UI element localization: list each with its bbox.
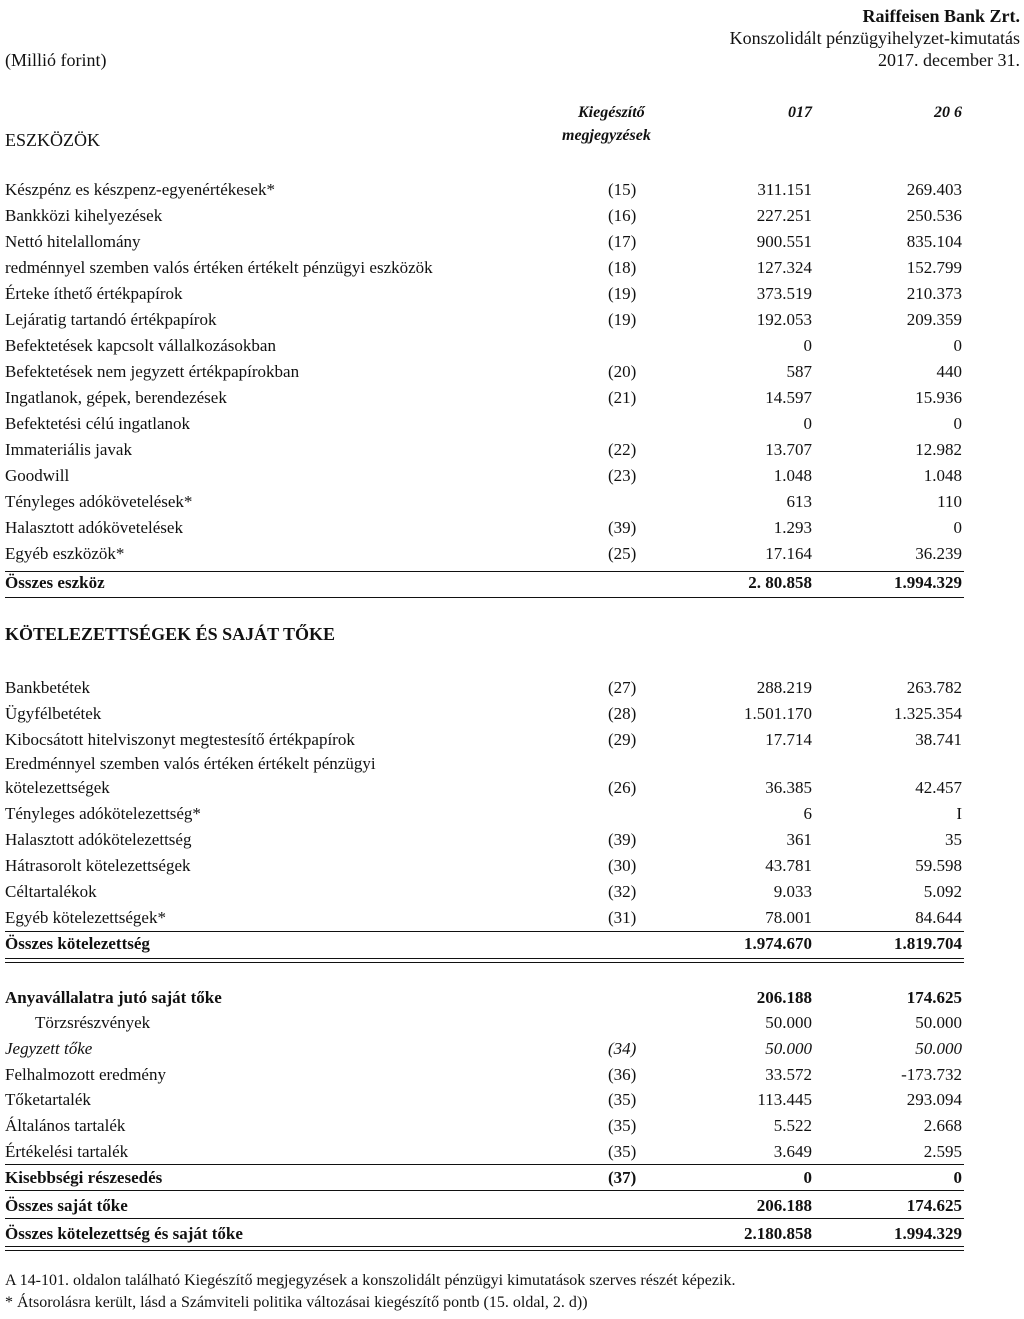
row-note: (39) (608, 830, 637, 849)
row-label: Befektetések kapcsolt vállalkozásokban (5, 336, 276, 355)
footer-note: A 14-101. oldalon található Kiegészítő megjegyzések a konszolidált pénzügyi kimutatások szerves részét képezik. (5, 1272, 736, 1289)
table-row (0, 882, 1024, 904)
row-value-2017: 14.597 (765, 388, 812, 407)
row-label: Bankközi kihelyezések (5, 206, 163, 225)
row-note: (35) (608, 1142, 637, 1161)
table-row (0, 1065, 1024, 1087)
row-value-2017: 361 (786, 830, 812, 849)
row-note: (23) (608, 466, 637, 485)
row-note: (37) (608, 1168, 637, 1187)
row-value-2017: 13.707 (765, 440, 812, 459)
table-row (0, 1168, 1024, 1190)
assets-section-title: ESZKÖZÖK (5, 130, 100, 150)
year2-header: 20 6 (934, 104, 962, 121)
row-label: Tényleges adókötelezettség* (5, 804, 201, 823)
row-value-2016: -173.732 (901, 1065, 962, 1084)
row-value-2017: 43.781 (765, 856, 812, 875)
row-note: (17) (608, 232, 637, 251)
row-note: (16) (608, 206, 637, 225)
footer-footnote: * Átsorolásra került, lásd a Számviteli politika változásai kiegészítő pontb (15. oldal, 2. d)) (5, 1294, 588, 1311)
row-value-2016: 0 (953, 336, 962, 355)
row-value-2016: 110 (937, 492, 962, 511)
liabilities-divider (5, 931, 964, 932)
row-value-2016: 293.094 (906, 1090, 962, 1109)
row-label: Készpénz es készpenz-egyenértékesek* (5, 180, 275, 199)
unit-label: (Millió forint) (5, 50, 107, 70)
row-value-2016: 209.359 (906, 310, 962, 329)
row-label: Összes eszköz (5, 573, 105, 592)
liabilities-total-double-line (5, 958, 964, 963)
row-value-2017: 373.519 (756, 284, 812, 303)
row-note: (39) (608, 518, 637, 537)
row-note: (21) (608, 388, 637, 407)
table-row (0, 1116, 1024, 1138)
row-value-2017: 1.501.170 (744, 704, 812, 723)
row-value-2017: 3.649 (773, 1142, 812, 1161)
row-note: (20) (608, 362, 637, 381)
notes-header-line2: megjegyzések (562, 127, 651, 144)
row-note: (32) (608, 882, 637, 901)
row-value-2016: 12.982 (915, 440, 962, 459)
row-value-2016: 269.403 (906, 180, 962, 199)
row-value-2017: 36.385 (765, 778, 812, 797)
row-value-2016: 84.644 (915, 908, 962, 927)
row-value-2016: 50.000 (915, 1039, 962, 1058)
row-label: Kisebbségi részesedés (5, 1168, 163, 1187)
row-value-2017: 50.000 (765, 1013, 812, 1032)
row-note: (31) (608, 908, 637, 927)
row-note: (27) (608, 678, 637, 697)
row-value-2017: 1.974.670 (744, 934, 812, 953)
row-note: (34) (608, 1039, 637, 1058)
row-value-2016: 250.536 (906, 206, 962, 225)
row-value-2016: 174.625 (906, 988, 962, 1007)
row-label: Anyavállalatra jutó saját tőke (5, 988, 222, 1007)
row-label: Halasztott adókövetelések (5, 518, 183, 537)
row-note: (15) (608, 180, 637, 199)
table-row (0, 908, 1024, 930)
row-note: (25) (608, 544, 637, 563)
table-row (0, 180, 1024, 202)
row-label: Jegyzett tőke (5, 1039, 93, 1058)
row-label: Értékelési tartalék (5, 1142, 129, 1161)
row-value-2017: 17.714 (765, 730, 812, 749)
table-row (0, 856, 1024, 878)
table-row (0, 1039, 1024, 1061)
table-row (0, 1224, 1024, 1246)
row-value-2016: 174.625 (906, 1196, 962, 1215)
row-label: Általános tartalék (5, 1116, 126, 1135)
row-label: Ügyfélbetétek (5, 704, 102, 723)
row-value-2017: 1.293 (773, 518, 812, 537)
row-note: (35) (608, 1090, 637, 1109)
liabilities-total-row (0, 934, 1024, 956)
row-note: (19) (608, 284, 637, 303)
table-row (0, 258, 1024, 280)
row-note: (36) (608, 1065, 637, 1084)
row-value-2017: 33.572 (765, 1065, 812, 1084)
equity-divider-3 (5, 1218, 964, 1219)
table-row (0, 336, 1024, 358)
row-label: Befektetési célú ingatlanok (5, 414, 191, 433)
row-label: Kibocsátott hitelviszonyt megtestesítő értékpapírok (5, 730, 355, 749)
row-value-2016: 263.782 (906, 678, 962, 697)
row-value-2016: 59.598 (915, 856, 962, 875)
table-row (0, 704, 1024, 726)
row-note: (30) (608, 856, 637, 875)
row-label: Nettó hitelallomány (5, 232, 141, 251)
row-value-2017: 1.048 (773, 466, 812, 485)
row-value-2017: 5.522 (773, 1116, 812, 1135)
row-note: (22) (608, 440, 637, 459)
row-value-2017: 113.445 (757, 1090, 812, 1109)
table-row (0, 988, 1024, 1010)
table-row (0, 1142, 1024, 1164)
row-value-2016: 42.457 (915, 778, 962, 797)
bank-name: Raiffeisen Bank Zrt. (862, 6, 1020, 26)
table-row (0, 206, 1024, 228)
row-label: Bankbetétek (5, 678, 90, 697)
row-value-2016: I (956, 804, 962, 823)
row-value-2016: 835.104 (906, 232, 962, 251)
row-label: Goodwill (5, 466, 70, 485)
row-label: Tőketartalék (5, 1090, 91, 1109)
row-value-2017: 17.164 (765, 544, 812, 563)
row-note: (19) (608, 310, 637, 329)
row-label: Összes saját tőke (5, 1196, 128, 1215)
row-value-2016: 1.994.329 (894, 573, 962, 592)
row-value-2016: 0 (953, 414, 962, 433)
statement-date: 2017. december 31. (878, 50, 1020, 70)
table-row (0, 778, 1024, 800)
row-value-2016: 5.092 (923, 882, 962, 901)
assets-divider (5, 571, 964, 572)
row-label: Immateriális javak (5, 440, 132, 459)
row-label: Lejáratig tartandó értékpapírok (5, 310, 217, 329)
row-value-2016: 1.994.329 (894, 1224, 962, 1243)
row-value-2017: 2. 80.858 (748, 573, 812, 592)
row-note: (28) (608, 704, 637, 723)
row-value-2016: 1.048 (923, 466, 962, 485)
row-label: Egyéb kötelezettségek* (5, 908, 166, 927)
row-value-2017: 6 (803, 804, 812, 823)
row-label: Hátrasorolt kötelezettségek (5, 856, 191, 875)
table-row (0, 310, 1024, 332)
row-label: Összes kötelezettség és saját tőke (5, 1224, 243, 1243)
table-row (0, 1090, 1024, 1112)
row-value-2017: 227.251 (756, 206, 812, 225)
row-value-2016: 1.325.354 (894, 704, 962, 723)
table-row (0, 518, 1024, 540)
year1-header: 017 (788, 104, 812, 121)
row-value-2017: 900.551 (756, 232, 812, 251)
table-row (0, 388, 1024, 410)
equity-divider-1 (5, 1164, 964, 1165)
row-value-2017: 50.000 (765, 1039, 812, 1058)
table-row (0, 1013, 1024, 1035)
row-value-2017: 192.053 (756, 310, 812, 329)
row-value-2017: 206.188 (756, 988, 812, 1007)
row-value-2017: 613 (786, 492, 812, 511)
table-row (0, 492, 1024, 514)
row-label: Tényleges adókövetelések* (5, 492, 193, 511)
equity-divider-2 (5, 1190, 964, 1191)
row-label: Eredménnyel szemben valós értéken értékelt pénzügyi (5, 754, 376, 773)
row-note: (26) (608, 778, 637, 797)
row-value-2017: 78.001 (765, 908, 812, 927)
table-row (0, 544, 1024, 566)
row-label: Céltartalékok (5, 882, 97, 901)
row-label: Összes kötelezettség (5, 934, 150, 953)
table-row (0, 232, 1024, 254)
row-value-2016: 210.373 (906, 284, 962, 303)
row-value-2016: 0 (953, 518, 962, 537)
row-value-2016: 440 (936, 362, 962, 381)
assets-total-row (0, 573, 1024, 595)
notes-header-line1: Kiegészítő (578, 104, 645, 121)
table-row (0, 1196, 1024, 1218)
row-value-2016: 50.000 (915, 1013, 962, 1032)
row-label: Törzsrészvények (35, 1013, 151, 1032)
table-row (0, 754, 1024, 776)
row-value-2017: 2.180.858 (744, 1224, 812, 1243)
row-value-2016: 38.741 (915, 730, 962, 749)
row-label: Egyéb eszközök* (5, 544, 125, 563)
row-label: kötelezettségek (5, 778, 110, 797)
row-value-2016: 2.668 (923, 1116, 962, 1135)
row-value-2017: 206.188 (756, 1196, 812, 1215)
row-value-2017: 587 (786, 362, 812, 381)
table-row (0, 830, 1024, 852)
table-row (0, 466, 1024, 488)
table-row (0, 440, 1024, 462)
row-value-2017: 0 (803, 336, 812, 355)
row-value-2017: 288.219 (756, 678, 812, 697)
row-note: (18) (608, 258, 637, 277)
row-value-2016: 0 (953, 1168, 962, 1187)
row-value-2017: 0 (803, 1168, 812, 1187)
row-value-2016: 36.239 (915, 544, 962, 563)
row-value-2017: 9.033 (773, 882, 812, 901)
row-value-2016: 152.799 (906, 258, 962, 277)
row-value-2016: 1.819.704 (894, 934, 962, 953)
row-label: redménnyel szemben valós értéken értékelt pénzügyi eszközök (5, 258, 433, 277)
table-row (0, 678, 1024, 700)
row-label: Felhalmozott eredmény (5, 1065, 166, 1084)
row-label: Érteke íthető értékpapírok (5, 284, 183, 303)
row-value-2016: 35 (945, 830, 962, 849)
statement-title: Konszolidált pénzügyihelyzet-kimutatás (729, 28, 1020, 48)
row-note: (35) (608, 1116, 637, 1135)
row-value-2016: 2.595 (923, 1142, 962, 1161)
row-note: (29) (608, 730, 637, 749)
liabilities-section-title: KÖTELEZETTSÉGEK ÉS SAJÁT TŐKE (5, 624, 335, 644)
table-row (0, 284, 1024, 306)
row-value-2017: 311.151 (757, 180, 812, 199)
table-row (0, 730, 1024, 752)
equity-total-double-line (5, 1246, 964, 1251)
row-value-2016: 15.936 (915, 388, 962, 407)
table-row (0, 414, 1024, 436)
table-row (0, 804, 1024, 826)
row-label: Ingatlanok, gépek, berendezések (5, 388, 227, 407)
row-value-2017: 127.324 (756, 258, 812, 277)
row-label: Befektetések nem jegyzett értékpapírokban (5, 362, 300, 381)
row-label: Halasztott adókötelezettség (5, 830, 192, 849)
assets-total-underline (5, 597, 964, 598)
row-value-2017: 0 (803, 414, 812, 433)
table-row (0, 362, 1024, 384)
